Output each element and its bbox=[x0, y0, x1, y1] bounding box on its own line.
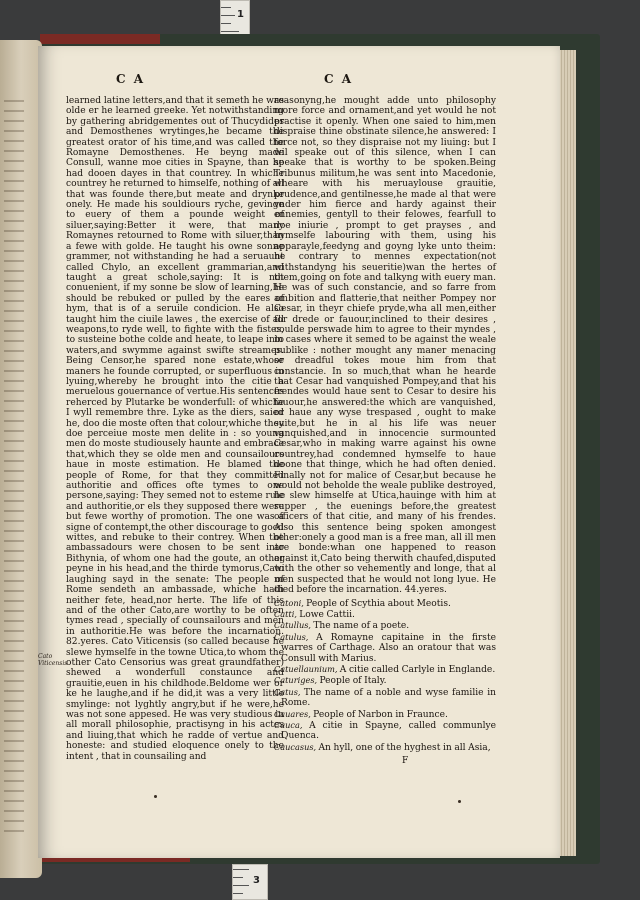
margin-dot bbox=[154, 795, 157, 798]
ghost-text-line bbox=[4, 490, 24, 492]
ghost-text-line bbox=[4, 130, 24, 132]
left-column-text: learned latine letters,and that it semeth he was olde er he learned greeke. Yet notwithstanding by gathering abridgementes out of Thucydides and Demosthenes wrytinges,he became the greatest orator of his time,and was called the Romayne Demosthenes. He beyng made Consull, wanne moe cities in Spayne, than he had dooen dayes in that countrey. In whiche countrey he returned to himselfe, nothing of all that was founde there,but meate and drynke onely. He made his souldiours ryche, gevinge to euery of them a pounde weight of siluer,saying:Better it were, that many Romaynes retourned to Rome with siluer,than a fewe with golde. He taught his owne sonne grammer, not withstanding he had a seruaunt called Chylo, an excellent grammarian,and taught a great schole,saying: It is not conuenient, if my sonne be slow of learning,he should be rebuked or pulled by the eares of hym, that is of a seruile condicion. He also taught him the ciuile lawes , the exercise of all weapons,to ryde well, to fighte with the fistes, to susteine bothe colde and heate, to leape into waters,and swymme against swifte streames. Being Censor,he spared none estate,whose maners he founde corrupted, or superfluous in lyuing,whereby he brought into the citie a meruelous gouernance of vertue.His sentences reherced by Plutarke be wonderfull: of whiche I wyll remembre thre. Lyke as the diers, saied he, doo die moste often that colour,whiche they doe perceiue moste men delite in : so young men do moste studiousely haunte and embrace that,which they se olde men and counsailours haue in moste estimation. He blamed the people of Rome, for that they committed authoritie and offices ofte tymes to one persone,saying: They semed not to esteme rule and authoritie,or els they supposed there were but fewe worthy of promotion. The one was a signe of contempt,the other discourage to good wittes, and rebuke to their contrey. When the ambassadours were chosen to be sent into Bithynia, of whom one had the goute, an other peyne in his head,and the thirde tymorus,Cato laughing sayd in the senate: The people of Rome sendeth an ambassade, whiche hath neither fete, head,nor herte. The life of this and of the other Cato,are worthy to be often tymes read , specially of counsailours and men in authoritie.He was before the incarnation. 82.yeres. Cato Viticensis (so called because he slewe hymselfe in the towne Utica,to whom the other Cato Censorius was great graundfather) shewed a wonderfull constaunce and grauitie,euen in his childhode.Beldome wer or ke he laughe,and if he did,it was a very little smylinge: not lyghtly angry,but if he were,he was not sone appesed. He was very studious in all morall philosophie, practisyng in his actes and liuing,that which he radde of vertue and honeste: and studied eloquence onely to the intent , that in counsailing and bbox=[66, 96, 284, 762]
ruler-bottom bbox=[232, 864, 268, 900]
ghost-text-line bbox=[4, 560, 24, 562]
ghost-text-line bbox=[4, 110, 24, 112]
ghost-text-line bbox=[4, 780, 24, 782]
catchword: F bbox=[402, 756, 409, 766]
ghost-text-line bbox=[4, 450, 24, 452]
ghost-text-line bbox=[4, 710, 24, 712]
entry-definition: The name of a poete. bbox=[313, 621, 410, 632]
entry-definition: An hyll, one of the hyghest in all Asia, bbox=[318, 742, 491, 753]
ghost-text-line bbox=[4, 300, 24, 302]
ghost-text-line bbox=[4, 240, 24, 242]
entry-headword: Catus, bbox=[274, 686, 304, 697]
entry-definition: Lowe Cattii. bbox=[299, 609, 355, 620]
ghost-text-line bbox=[4, 310, 24, 312]
ghost-text-line bbox=[4, 340, 24, 342]
ghost-text-line bbox=[4, 610, 24, 612]
ghost-text-line bbox=[4, 100, 24, 102]
ghost-text-line bbox=[4, 200, 24, 202]
ghost-text-line bbox=[4, 700, 24, 702]
ghost-text-line bbox=[4, 410, 24, 412]
cover-band-top bbox=[40, 34, 160, 44]
entry-definition: A citie called Carlyle in Englande. bbox=[339, 664, 496, 675]
ghost-text-line bbox=[4, 320, 24, 322]
dictionary-entry bbox=[274, 709, 496, 720]
ghost-text-line bbox=[4, 120, 24, 122]
dictionary-entry bbox=[274, 598, 496, 609]
ghost-text-line bbox=[4, 530, 24, 532]
dictionary-entry bbox=[274, 742, 496, 753]
ghost-text-line bbox=[4, 790, 24, 792]
ghost-text-line bbox=[4, 600, 24, 602]
entry-headword: Cauca, bbox=[274, 719, 310, 730]
ghost-text-line bbox=[4, 370, 24, 372]
ghost-text-line bbox=[4, 620, 24, 622]
ghost-text-line bbox=[4, 290, 24, 292]
ghost-text-line bbox=[4, 720, 24, 722]
entry-headword: Catuellaunium, bbox=[274, 663, 340, 674]
ghost-text-line bbox=[4, 170, 24, 172]
right-column bbox=[274, 96, 496, 753]
ghost-text-line bbox=[4, 140, 24, 142]
dictionary-entry bbox=[274, 687, 496, 709]
ghost-text-line bbox=[4, 270, 24, 272]
dictionary-entry bbox=[274, 664, 496, 675]
ghost-text-line bbox=[4, 210, 24, 212]
ghost-text-line bbox=[4, 440, 24, 442]
ghost-text-line bbox=[4, 280, 24, 282]
entry-definition: A Romayne capitaine in the firste warres of Carthage. Also an oratour that was Consull with Marius. bbox=[281, 632, 496, 664]
ghost-text-line bbox=[4, 190, 24, 192]
entry-headword: Catulus, bbox=[274, 631, 317, 642]
ghost-text-line bbox=[4, 160, 24, 162]
ghost-text-line bbox=[4, 550, 24, 552]
ghost-text-line bbox=[4, 660, 24, 662]
ghost-text-line bbox=[4, 770, 24, 772]
ghost-text-line bbox=[4, 540, 24, 542]
ghost-text-line bbox=[4, 760, 24, 762]
entry-definition: People of Narbon in Fraunce. bbox=[313, 709, 448, 720]
ruler-bottom-label: 3 bbox=[253, 875, 260, 886]
ghost-text-line bbox=[4, 690, 24, 692]
running-head-right: C A bbox=[324, 72, 354, 86]
ghost-text-line bbox=[4, 360, 24, 362]
ghost-text-line bbox=[4, 480, 24, 482]
dictionary-entries bbox=[274, 598, 496, 754]
left-column bbox=[66, 96, 284, 762]
ghost-text-line bbox=[4, 470, 24, 472]
ghost-text-line bbox=[4, 420, 24, 422]
entry-definition: People of Scythia about Meotis. bbox=[306, 598, 451, 609]
entry-headword: Catoni, bbox=[274, 597, 307, 608]
entry-headword: Cauares, bbox=[274, 708, 314, 719]
entry-definition: The name of a noble and wyse familie in Rome. bbox=[281, 687, 496, 709]
dictionary-entry bbox=[274, 675, 496, 686]
ghost-text-line bbox=[4, 330, 24, 332]
ghost-text-line bbox=[4, 220, 24, 222]
ghost-text-line bbox=[4, 800, 24, 802]
ghost-text-line bbox=[4, 510, 24, 512]
ghost-text-line bbox=[4, 740, 24, 742]
entry-headword: Catullus, bbox=[274, 620, 314, 631]
ghost-text-line bbox=[4, 390, 24, 392]
margin-dot bbox=[458, 800, 461, 803]
entry-headword: Caturiges, bbox=[274, 675, 320, 686]
ghost-text-line bbox=[4, 500, 24, 502]
ghost-text-line bbox=[4, 650, 24, 652]
entry-definition: A citie in Spayne, called communlye Quenca. bbox=[281, 720, 496, 742]
ghost-text-line bbox=[4, 820, 24, 822]
ghost-text-line bbox=[4, 570, 24, 572]
ghost-text-line bbox=[4, 640, 24, 642]
ghost-text-line bbox=[4, 230, 24, 232]
dictionary-entry bbox=[274, 609, 496, 620]
ghost-text-line bbox=[4, 430, 24, 432]
right-column-text: reasonyng,he mought adde unto philosophy more force and ornament,and yet would he not practise it openly. When one saied to him,men dispraise thine obstinate silence,he answered: I force not, so they dispraise not my liuing: but I wil speake out of this silence, when I can speake that is worthy to be spoken.Being Tribunus militum,he was sent into Macedonie, wheare with his meruaylouse grauitie, prudence,and gentilnesse,he made al that were vnder him fierce and hardy against their ennemies, gentyll to their felowes, fearfull to doe iniurie , prompt to get prayses , and hymselfe labouring with them, using his apparayle,feedyng and goyng lyke unto theim: he contrary to mennes expectation(not withstandyng his seueritie)wan the hertes of them,going on fote and talkyng with euery man. He was of such constancie, and so farre from ambition and flatterie,that neither Pompey nor Cesar, in theyr chiefe pryde,wha all men,either for drede or fauour,inclined to their desires , coulde perswade him to agree to their myndes , in cases where it semed to be against the weale publike : nother mought any maner menacing or dreadful tokes moue him from that constancie. In so much,that whan he hearde that Cesar had vanquished Pompey,and that his frendes would haue sent to Cesar to desire his fauour,he answered:the which are vanquished, or haue any wyse trespased , ought to make suite,but he in al his life was neuer vanquished,and in innocencie surmounted Cesar,who in making warre against his owne countrey,had condemned hymselfe to haue doone that thinge, which he had often denied. Finally not for malice of Cesar,but because he would not beholde the weale publike destroyed, he slew himselfe at Utica,hauinge with him at supper , the euenings before,the greatest officers of that citie, and many of his frendes. Also this sentence being spoken amongest other:onely a good man is a free man, all ill men are bonde:whan one happened to reason against it,Cato being therwith chaufed,disputed with the other so vehemently and longe, that al men suspected that he would not long lyue. He died before the incarnation. 44.yeres. bbox=[274, 96, 496, 596]
ghost-text-line bbox=[4, 380, 24, 382]
entry-headword: Catti, bbox=[274, 608, 300, 619]
ghost-text-line bbox=[4, 250, 24, 252]
dictionary-entry bbox=[274, 632, 496, 664]
ghost-text-line bbox=[4, 520, 24, 522]
ghost-text-line bbox=[4, 350, 24, 352]
ghost-text-line bbox=[4, 180, 24, 182]
ghost-text-line bbox=[4, 260, 24, 262]
ghost-text-line bbox=[4, 460, 24, 462]
running-head-left: C A bbox=[116, 72, 146, 86]
margin-note: Cato Viticensis bbox=[38, 653, 68, 667]
ghost-text-line bbox=[4, 150, 24, 152]
dictionary-entry bbox=[274, 720, 496, 742]
ghost-text-line bbox=[4, 580, 24, 582]
facing-page-edge bbox=[0, 40, 42, 878]
ghost-text-line bbox=[4, 750, 24, 752]
ghost-text-line bbox=[4, 630, 24, 632]
entry-definition: People of Italy. bbox=[319, 676, 387, 687]
ghost-text-line bbox=[4, 830, 24, 832]
ghost-text-line bbox=[4, 730, 24, 732]
ghost-text-line bbox=[4, 670, 24, 672]
dictionary-entry bbox=[274, 620, 496, 631]
ghost-text-line bbox=[4, 810, 24, 812]
ghost-text-line bbox=[4, 680, 24, 682]
ghost-text-line bbox=[4, 590, 24, 592]
ruler-top bbox=[220, 0, 250, 36]
entry-headword: Caucasus, bbox=[274, 741, 319, 752]
ruler-top-label: 1 bbox=[237, 9, 244, 20]
ghost-text-line bbox=[4, 400, 24, 402]
